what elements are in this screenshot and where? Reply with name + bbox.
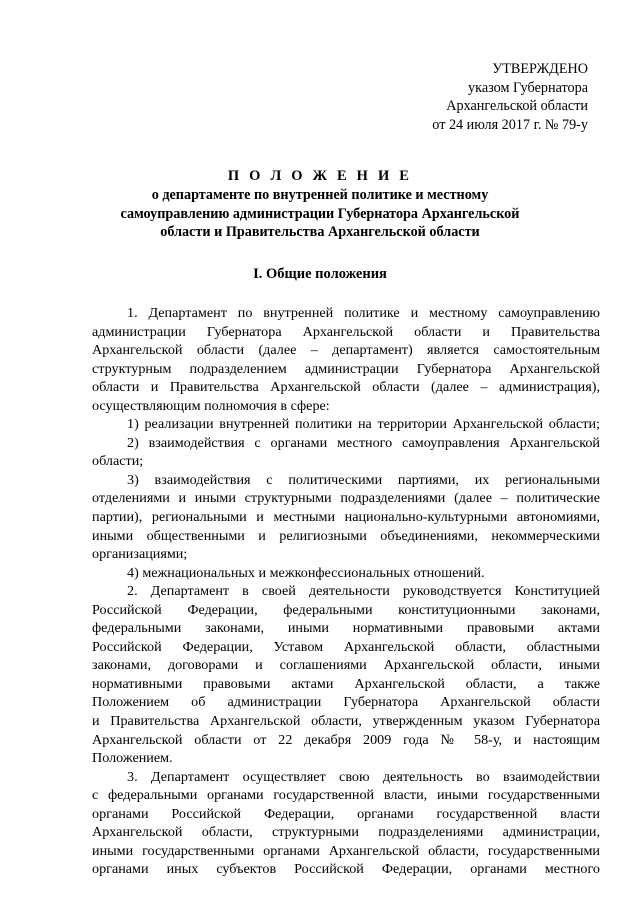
approval-stamp bbox=[432, 60, 588, 134]
body-line: 3. Департамент осуществляет свою деятельность во взаимодействии bbox=[127, 768, 600, 785]
body-line: Архангельской области от 22 декабря 2009 года № 58-у, и настоящим bbox=[92, 731, 600, 748]
body-line: Российской Федерации, Уставом Архангельской области, областными bbox=[92, 638, 600, 655]
section-heading: I. Общие положения bbox=[253, 266, 387, 282]
body-line: иными государственными органами Архангельской области, государственными bbox=[92, 842, 600, 859]
body-line: организациями; bbox=[92, 546, 188, 563]
body-line: администрации Губернатора Архангельской области и Правительства bbox=[92, 323, 600, 340]
body-line: 1) реализации внутренней политики на территории Архангельской области; bbox=[127, 416, 600, 433]
body-line: нормативными правовыми актами Архангельской области, а также bbox=[92, 675, 600, 692]
body-line: отделениями и иными структурными подразделениями (далее – политические bbox=[92, 490, 600, 507]
body-line: 1. Департамент по внутренней политике и местному самоуправлению bbox=[127, 305, 600, 321]
title-line-1: о департаменте по внутренней политике и местному bbox=[151, 187, 489, 203]
body-line: 3) взаимодействия с политическими партиями, их региональными bbox=[127, 471, 600, 488]
body-line: Положением об администрации Губернатора Архангельской области bbox=[92, 694, 600, 711]
body-line: Архангельской области (далее – департамент) является самостоятельным bbox=[92, 342, 600, 359]
body-line: 4) межнациональных и межконфессиональных отношений. bbox=[127, 564, 485, 581]
body-line: федеральными законами, иными нормативными правовыми актами bbox=[92, 620, 600, 637]
body-line: структурным подразделением администрации Губернатора Архангельской bbox=[92, 360, 600, 377]
body-line: области и Правительства Архангельской области (далее – администрация), bbox=[92, 379, 600, 396]
body-line: Архангельской области, структурными подразделениями администрации, bbox=[92, 824, 600, 841]
body-line: партии), региональными и местными национально-культурными автономиями, bbox=[92, 509, 600, 526]
title-word: П О Л О Ж Е Н И Е bbox=[227, 168, 413, 184]
approval-line-date: от 24 июля 2017 г. № 79-у bbox=[432, 116, 588, 133]
approval-line-region: Архангельской области bbox=[446, 98, 588, 115]
approval-line-decree: указом Губернатора bbox=[468, 79, 588, 96]
body-line: области; bbox=[92, 453, 144, 470]
document-body bbox=[92, 304, 600, 879]
title-line-2: самоуправлению администрации Губернатора Архангельской bbox=[120, 205, 520, 222]
body-line: осуществляющим полномочия в сфере: bbox=[92, 397, 330, 414]
approval-line-approved: УТВЕРЖДЕНО bbox=[492, 61, 588, 77]
body-line: иными общественными и религиозными объединениями, некоммерческими bbox=[92, 527, 600, 544]
body-line: 2. Департамент в своей деятельности руководствуется Конституцией bbox=[127, 583, 600, 600]
body-line: и Правительства Архангельской области, утвержденным указом Губернатора bbox=[92, 713, 600, 730]
body-line: Положением. bbox=[92, 750, 173, 767]
body-line: органами Российской Федерации, органами государственной власти bbox=[92, 805, 600, 822]
body-line: органами иных субъектов Российской Федерации, органами местного bbox=[92, 861, 600, 878]
body-line: Российской Федерации, федеральными конституционными законами, bbox=[92, 601, 600, 618]
body-line: с федеральными органами государственной власти, иными государственными bbox=[92, 787, 600, 804]
document-title bbox=[60, 166, 580, 242]
body-line: законами, договорами и соглашениями Архангельской области, иными bbox=[92, 657, 600, 674]
body-line: 2) взаимодействия с органами местного самоуправления Архангельской bbox=[127, 434, 600, 451]
title-line-3: области и Правительства Архангельской области bbox=[160, 224, 480, 241]
